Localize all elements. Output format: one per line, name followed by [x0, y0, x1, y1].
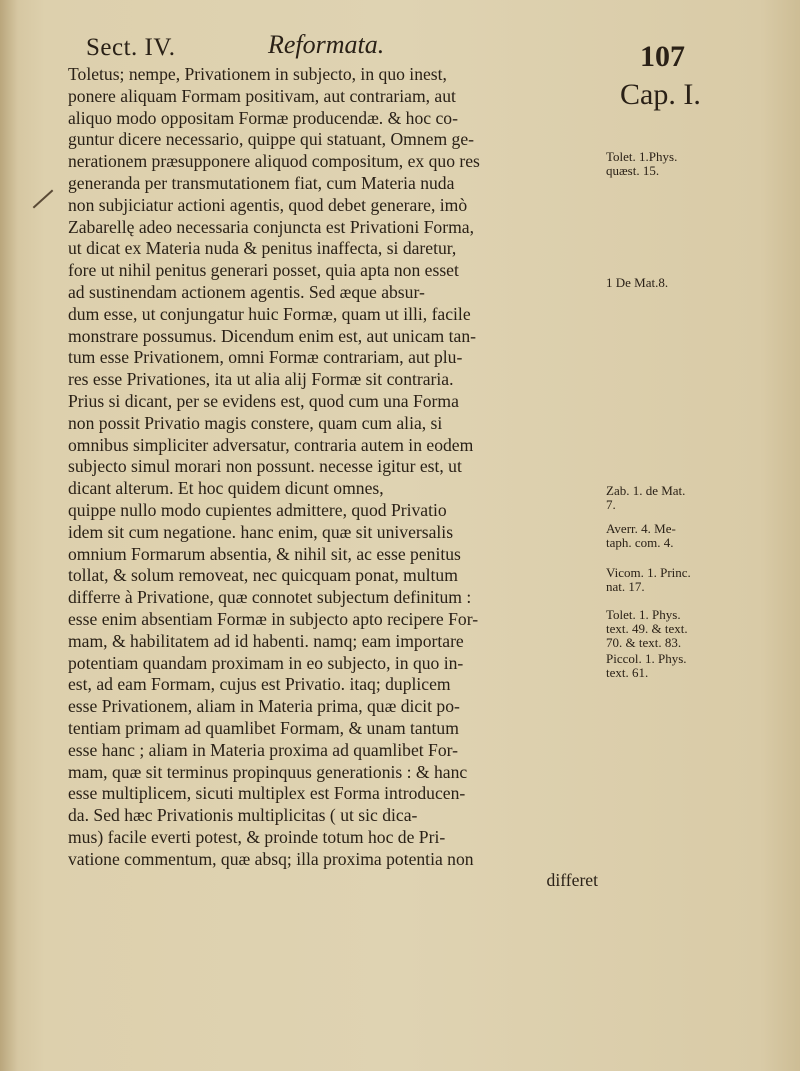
text-line: idem sit cum negatione. hanc enim, quæ sit universalis: [68, 521, 454, 542]
margin-note-line: taph. com. 4.: [606, 535, 674, 550]
text-line: mam, quæ sit terminus propinquus generationis : & hanc: [68, 761, 468, 782]
text-line: aliquo modo oppositam Formæ producendæ. & hoc co-: [68, 107, 458, 128]
text-line: dum esse, ut conjungatur huic Formæ, quam ut illi, facile: [68, 303, 471, 324]
margin-note: [606, 276, 668, 290]
margin-note-line: 70. & text. 83.: [606, 635, 682, 650]
margin-note: [606, 522, 676, 550]
text-line: mam, & habilitatem ad id habenti. namq; eam importare: [68, 630, 464, 651]
text-line: subjecto simul morari non possunt. necesse igitur est, ut: [68, 456, 462, 477]
margin-note-line: Averr. 4. Me-: [606, 521, 676, 536]
text-line: mus) facile everti potest, & proinde totum hoc de Pri-: [68, 826, 446, 847]
text-line: differet: [546, 870, 598, 891]
body-text: [68, 64, 598, 892]
text-line: ut dicat ex Materia nuda & penitus inaffecta, si daretur,: [68, 238, 457, 259]
text-line: ad sustinendam actionem agentis. Sed æque absur-: [68, 281, 425, 302]
margin-note: [606, 150, 677, 178]
section-heading: Sect. IV.: [86, 34, 176, 61]
margin-note-line: text. 61.: [606, 665, 649, 680]
text-line: tum esse Privationem, omni Formæ contrariam, aut plu-: [68, 347, 463, 368]
text-line: omnium Formarum absentia, & nihil sit, ac esse penitus: [68, 543, 461, 564]
text-line: Prius si dicant, per se evidens est, quod cum una Forma: [68, 390, 459, 411]
margin-note-line: 1 De Mat.8.: [606, 275, 669, 290]
text-line: esse hanc ; aliam in Materia proxima ad quamlibet For-: [68, 739, 459, 760]
margin-note-line: Vicom. 1. Princ.: [606, 565, 691, 580]
text-line: fore ut nihil penitus generari posset, quia apta non esset: [68, 260, 459, 281]
margin-note-line: quæst. 15.: [606, 163, 660, 178]
margin-note: [606, 608, 688, 650]
text-line: potentiam quandam proximam in eo subjecto, in quo in-: [68, 652, 464, 673]
text-line: ponere aliquam Formam positivam, aut contrariam, aut: [68, 85, 456, 106]
text-line: tollat, & solum removeat, nec quicquam ponat, multum: [68, 565, 458, 586]
margin-note: [606, 652, 687, 680]
text-line: non subjiciatur actioni agentis, quod debet generare, imò: [68, 194, 468, 215]
margin-note: [606, 566, 691, 594]
page-number: 107: [640, 40, 685, 73]
text-line: guntur dicere necessario, quippe qui statuant, Omnem ge-: [68, 129, 474, 150]
text-line: quippe nullo modo cupientes admittere, quod Privatio: [68, 499, 447, 520]
chapter-label: Cap. I.: [620, 78, 701, 111]
text-line: vatione commentum, quæ absq; illa proxima potentia non: [68, 848, 474, 869]
ink-stroke-mark: [33, 190, 54, 209]
margin-note-line: Tolet. 1.Phys.: [606, 149, 678, 164]
margin-note-line: text. 49. & text.: [606, 621, 688, 636]
text-line: Zabarellę adeo necessaria conjuncta est Privationi Forma,: [68, 216, 474, 237]
margin-note-line: nat. 17.: [606, 579, 645, 594]
text-line: omnibus simpliciter adversatur, contraria autem in eodem: [68, 434, 474, 455]
running-title: Reformata.: [268, 30, 385, 59]
text-line: esse multiplicem, sicuti multiplex est Forma introducen-: [68, 783, 466, 804]
margin-note-line: Zab. 1. de Mat.: [606, 483, 686, 498]
text-line: non possit Privatio magis constere, quam cum alia, si: [68, 412, 443, 433]
text-line: est, ad eam Formam, cujus est Privatio. itaq; duplicem: [68, 674, 451, 695]
text-line: differre à Privatione, quæ connotet subjectum definitum :: [68, 587, 472, 608]
text-line: Toletus; nempe, Privationem in subjecto, in quo inest,: [68, 64, 447, 84]
text-line: monstrare possumus. Dicendum enim est, aut unicam tan-: [68, 325, 476, 346]
text-line: tentiam primam ad quamlibet Formam, & unam tantum: [68, 717, 459, 738]
text-line: nerationem præsupponere aliquod compositum, ex quo res: [68, 151, 480, 172]
text-line: dicant alterum. Et hoc quidem dicunt omnes,: [68, 478, 384, 499]
margin-note-line: 7.: [606, 497, 616, 512]
text-line: esse enim absentiam Formæ in subjecto apto recipere For-: [68, 608, 479, 629]
margin-note: [606, 484, 685, 512]
text-line: res esse Privationes, ita ut alia alij Formæ sit contraria.: [68, 369, 454, 390]
text-line: esse Privationem, aliam in Materia prima, quæ dicit po-: [68, 696, 460, 717]
margin-note-line: Piccol. 1. Phys.: [606, 651, 687, 666]
text-line: da. Sed hæc Privationis multiplicitas ( ut sic dica-: [68, 805, 418, 826]
margin-note-line: Tolet. 1. Phys.: [606, 607, 681, 622]
text-line: generanda per transmutationem fiat, cum Materia nuda: [68, 172, 455, 193]
